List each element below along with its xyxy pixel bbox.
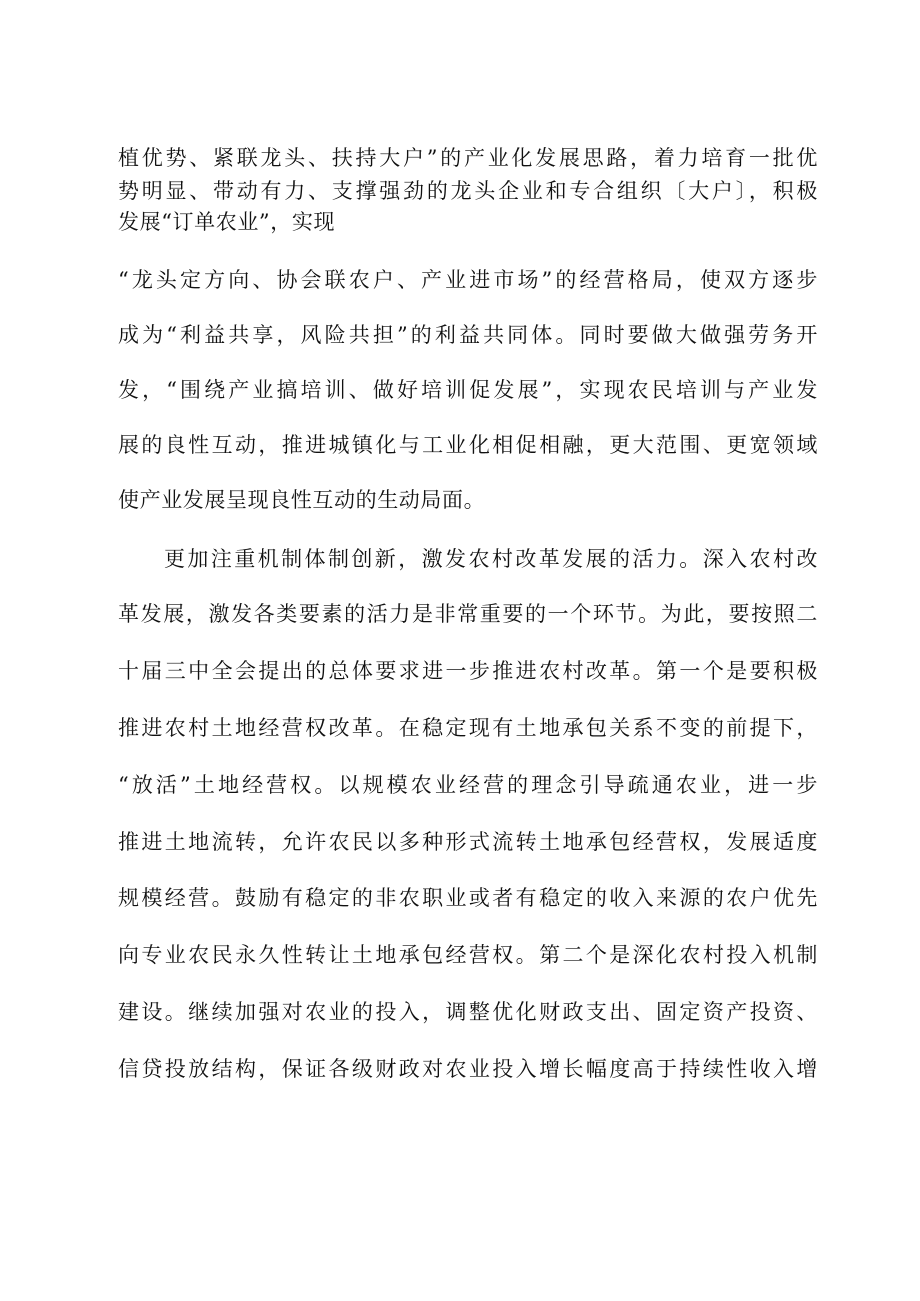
text-line: 规模经营。鼓励有稳定的非农职业或者有稳定的收入来源的农户优先 [118, 886, 818, 910]
text-line: 发，“围绕产业搞培训、做好培训促发展”，实现农民培训与产业发 [118, 378, 818, 402]
text-line: 建设。继续加强对农业的投入，调整优化财政支出、固定资产投资、 [118, 1000, 818, 1024]
text-line: 推进农村土地经营权改革。在稳定现有土地承包关系不变的前提下， [118, 716, 818, 740]
text-line: 更加注重机制体制创新，激发农村改革发展的活力。深入农村改 [164, 547, 818, 571]
text-line: “龙头定方向、协会联农户、产业进市场”的经营格局，使双方逐步 [118, 268, 818, 292]
text-line: 展的良性互动，推进城镇化与工业化相促相融，更大范围、更宽领域 [118, 433, 818, 457]
text-line: 发展“订单农业”，实现 [118, 210, 336, 234]
text-line: 革发展，激发各类要素的活力是非常重要的一个环节。为此，要按照二 [118, 602, 818, 626]
text-line: 向专业农民永久性转让土地承包经营权。第二个是深化农村投入机制 [118, 943, 818, 967]
text-line: 成为“利益共享，风险共担”的利益共同体。同时要做大做强劳务开 [118, 323, 818, 347]
text-line: 势明显、带动有力、支撑强劲的龙头企业和专合组织〔大户〕，积极 [118, 179, 818, 203]
text-line: 推进土地流转，允许农民以多种形式流转土地承包经营权，发展适度 [118, 830, 818, 854]
text-line: “放活”土地经营权。以规模农业经营的理念引导疏通农业，进一步 [118, 773, 818, 797]
text-line: 十届三中全会提出的总体要求进一步推进农村改革。第一个是要积极 [118, 659, 818, 683]
text-line: 植优势、紧联龙头、扶持大户”的产业化发展思路，着力培育一批优 [118, 146, 818, 170]
text-line: 信贷投放结构，保证各级财政对农业投入增长幅度高于持续性收入增 [118, 1057, 818, 1081]
text-line: 使产业发展呈现良性互动的生动局面。 [118, 488, 486, 512]
